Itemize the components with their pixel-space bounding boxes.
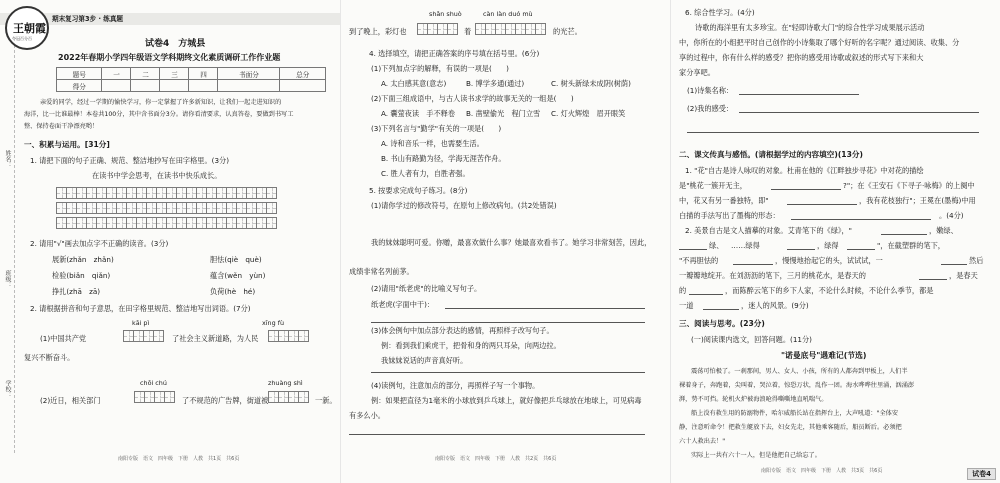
score-cell: 得分 xyxy=(57,80,102,92)
question-4-3: (3)下列名言与"勤学"有关的一项是( ) xyxy=(371,124,502,133)
pinyin-label: kāi pì xyxy=(132,319,150,327)
score-input[interactable] xyxy=(280,80,326,92)
option[interactable]: B. 博学多通(通过) xyxy=(466,79,525,88)
passage-line: 六十人救出去！" xyxy=(679,438,726,445)
passage-line: 裸着身子，奔跑着，尖叫着，哭泣着，惊恐万状，乱作一团。海水哗哗往里涌，汹涌澎 xyxy=(679,382,915,389)
word-grid[interactable] xyxy=(268,391,308,403)
page-column-3 xyxy=(670,0,1000,483)
answer-line[interactable] xyxy=(739,112,979,113)
word-grid[interactable] xyxy=(417,23,457,35)
word-grid[interactable] xyxy=(134,391,174,403)
section-tag: 期末复习第3步 · 练真题 xyxy=(52,15,124,23)
paragraph-line: ，是春天 xyxy=(949,271,978,280)
passage-title: "诺曼底号"遇难记(节选) xyxy=(781,351,867,360)
blank[interactable] xyxy=(703,309,739,310)
paper-badge: 试卷4 xyxy=(967,468,996,480)
paragraph-line: 诗歌的海洋里有太多珍宝。在"轻即诗歌大门"的综合性学习成果展示活动 xyxy=(695,23,925,32)
paragraph-line: "不再胆怯的 xyxy=(679,256,719,265)
section-heading-1: 一、积累与运用。[31分] xyxy=(24,140,110,149)
question-1: 1. 请把下面的句子正确、规范、整洁地抄写在田字格里。(3分) xyxy=(30,156,230,165)
pinyin-label: shǎn shuò xyxy=(429,10,462,18)
score-cell: 书面分 xyxy=(218,68,280,80)
passage-line: 实际上一共有六十一人，但是他把自己给忘了。 xyxy=(691,452,821,459)
blank[interactable] xyxy=(689,294,723,295)
paragraph-line: 1. "花"自古是诗人咏叹的对象。杜甫在他的《江畔独步寻花》中对花的描绘 xyxy=(685,166,924,175)
sentence-part: 复兴不断奋斗。 xyxy=(24,353,75,362)
side-label-class: 班级： xyxy=(4,270,11,288)
side-label-school: 学校： xyxy=(4,380,11,398)
copy-sentence: 在读书中学会思考，在读书中快乐成长。 xyxy=(92,171,222,180)
question-6: 6. 综合性学习。(4分) xyxy=(685,8,755,17)
score-input[interactable] xyxy=(131,80,160,92)
binding-line xyxy=(14,30,15,453)
paper-title: 2022年春期小学四年级语文学科期终文化素质调研工作作业题 xyxy=(58,53,281,62)
brand-logo-text: 王朝霞 xyxy=(13,22,46,35)
score-input[interactable] xyxy=(160,80,189,92)
paragraph-line: ，慢慢地抬起它的头，试试试，一 xyxy=(775,256,883,265)
passage-line: 湃，势不可挡。轮机火炉被海浪呛得嘶嘶地直吼喘气。 xyxy=(679,396,828,403)
subsection-heading: (一)阅读课内选文，回答问题。(11分) xyxy=(691,335,812,344)
answer-label: (2)我的感受： xyxy=(687,104,734,113)
paragraph-line: 家分享吧。 xyxy=(679,68,715,77)
answer-line[interactable] xyxy=(349,434,645,435)
example-sentence: 我妹妹说话的声音真好听。 xyxy=(381,356,468,365)
question-4-1: (1)下列加点字的解释，有误的一项是( ) xyxy=(371,64,509,73)
question-3: 2. 请根据拼音和句子意思，在田字格里规范、整洁地写出词语。(7分) xyxy=(30,304,251,313)
answer-line[interactable] xyxy=(687,132,979,133)
page-footer: 南阳专版 语文 四年级 下册 人教 共2页 共6页 xyxy=(435,456,557,462)
sentence-part: 一新。 xyxy=(315,396,337,405)
paragraph-line: 白描的手法写出了墨梅的形态： xyxy=(679,211,780,220)
sentence-part: 到了晚上，彩灯也 xyxy=(349,27,407,36)
pinyin-choice-5[interactable]: 挣扎(zhā zā) xyxy=(52,287,101,296)
option[interactable]: A. 诗和音乐一样，也需要生活。 xyxy=(381,139,484,148)
sentence-part: (1)中国共产党 xyxy=(40,334,87,343)
paragraph-line: ，我有花枝独行"；王冕在(墨梅)中用 xyxy=(859,196,976,205)
paragraph-line: ?"；在《王安石《下寻子·咏梅》的上阕中 xyxy=(843,181,975,190)
paragraph-line: 一道 xyxy=(679,301,694,310)
sentence-to-fix[interactable]: 我的妹妹聪明可爱。你赠，最喜欢做什么事？她最喜欢看书了。她学习非常刻苦，因此， xyxy=(371,238,652,247)
sentence-part: 着 xyxy=(464,27,472,36)
question-4-2: (2)下面三组成语中，与古人读书求学的故事无关的一组是( ) xyxy=(371,94,574,103)
sentence-to-fix-2[interactable]: 成绩非常名列前茅。 xyxy=(349,267,414,276)
paragraph-line: ，而陈醉云笔下的乡下人家，不论什么时候，不论什么季节，都是 xyxy=(725,286,934,295)
page-column-1 xyxy=(0,0,340,483)
pinyin-choice-2[interactable]: 胆怯(qiè què) xyxy=(210,255,262,264)
passage-line: 船上没有救生用的防溺物件，哈尔威船长站在指挥台上，大声吼道："全体安 xyxy=(691,410,899,417)
option[interactable]: B. 书山有路勤为径，学海无涯苦作舟。 xyxy=(381,154,506,163)
pinyin-choice-4[interactable]: 蕴含(wěn yùn) xyxy=(210,271,266,280)
score-cell: 二 xyxy=(131,68,160,80)
score-table-row xyxy=(57,80,326,92)
paragraph-line: ，嫩绿、 xyxy=(929,226,958,235)
question-5: 5. 按要求完成句子练习。(8分) xyxy=(369,186,468,195)
option[interactable]: C. 灯火辉煌 眉开眼笑 xyxy=(551,109,626,118)
passage-line: 静，注意听命令！把救生艇放下去，妇女先走，其他乘客随后，船员断后。必须把 xyxy=(679,424,902,431)
score-cell: 题号 xyxy=(57,68,102,80)
word-grid[interactable] xyxy=(475,23,545,35)
blank[interactable] xyxy=(941,264,967,265)
pinyin-label: zhuàng shì xyxy=(268,379,303,387)
intro-line-1: 亲爱的同学，经过一学期的愉快学习，你一定掌握了许多新知识，让我们一起走进知识的 xyxy=(40,99,282,106)
paragraph-line: ，迷人的风景。(9分) xyxy=(741,301,809,310)
paragraph-line: 是"桃花一簇开无主， xyxy=(679,181,747,190)
tianzige-row-1[interactable] xyxy=(56,187,276,199)
intro-line-2: 海洋，比一比谁最棒！本卷共100分，其中含书面分3分。请你看清要求，认真答卷，要做到书写工 xyxy=(24,111,294,118)
question-5-3: (3)体会例句中加点部分表达的感情，再照样子改写句子。 xyxy=(371,326,554,335)
page-footer: 南阳专版 语文 四年级 下册 人教 共3页 共6页 xyxy=(761,468,883,474)
pinyin-choice-6[interactable]: 负荷(hè hé) xyxy=(210,287,256,296)
score-input[interactable] xyxy=(189,80,218,92)
score-cell: 一 xyxy=(102,68,131,80)
paragraph-line: 一瓣瓣地绽开。在刘沥沥的笔下，三月的桃花水，是春天的 xyxy=(679,271,866,280)
score-cell: 总分 xyxy=(280,68,326,80)
option[interactable]: B. 凿壁偷光 程门立雪 xyxy=(466,109,541,118)
paragraph-line: 绿、 xyxy=(709,241,724,250)
option[interactable]: C. 树头新绿未成阴(树荫) xyxy=(551,79,631,88)
answer-line[interactable] xyxy=(371,372,645,373)
paper-number: 试卷4 方城县 xyxy=(145,39,206,49)
page-footer: 南阳专版 语文 四年级 下册 人教 共1页 共6页 xyxy=(118,456,240,462)
option[interactable]: A. 太白感其意(意志) xyxy=(381,79,447,88)
pinyin-choice-1[interactable]: 展新(zhǎn zhǎn) xyxy=(52,255,114,264)
paragraph-line: 中，你所在的小组把平时自己创作的小诗集取了哪个好听的名字呢？通过阅读、收集、分 xyxy=(679,38,960,47)
blank[interactable] xyxy=(787,204,857,205)
question-4: 4. 选择填空，请把正确答案的序号填在括号里。(6分) xyxy=(369,49,540,58)
answer-label: (1)诗集名称： xyxy=(687,86,734,95)
blank[interactable] xyxy=(919,279,947,280)
blank[interactable] xyxy=(787,249,815,250)
score-cell: 四 xyxy=(189,68,218,80)
question-5-4: (4)读例句，注意加点的部分，再照样子写一个事物。 xyxy=(371,381,540,390)
option[interactable]: C. 胜人者有力，自胜者强。 xyxy=(381,169,470,178)
example-sentence: 有多么小。 xyxy=(349,411,385,420)
blank[interactable] xyxy=(847,249,875,250)
sentence-part: 了社会主义新道路，为人民 xyxy=(172,334,259,343)
sentence-part: (2)近日，相关部门 xyxy=(40,396,101,405)
pinyin-label: càn làn duó mù xyxy=(483,10,533,18)
tianzige-row-3[interactable] xyxy=(56,217,276,229)
sentence-part: 了不规范的广告牌，街道被 xyxy=(182,396,269,405)
paragraph-line: 中，花又有另一番独特，即" xyxy=(679,196,769,205)
section-heading-3: 三、阅读与思考。(23分) xyxy=(679,319,765,328)
paragraph-line: 享的过程中，你有什么样的感受？把你的感受用诗歌或叙述的形式写下来和大 xyxy=(679,53,924,62)
header-bar xyxy=(0,13,340,25)
score-cell: 三 xyxy=(160,68,189,80)
blank[interactable] xyxy=(679,249,707,250)
question-5-2: (2)请用"纸老虎"的比喻义写句子。 xyxy=(371,284,482,293)
answer-line[interactable] xyxy=(371,322,645,323)
page-column-2 xyxy=(340,0,670,483)
answer-line[interactable] xyxy=(739,94,859,95)
paragraph-line: 然后 xyxy=(969,256,984,265)
paragraph-line: ，绿得 xyxy=(817,241,839,250)
pinyin-label: xīng fù xyxy=(262,319,284,327)
blank[interactable] xyxy=(771,189,841,190)
brand-logo xyxy=(5,6,49,50)
score-input[interactable] xyxy=(102,80,131,92)
pinyin-choice-3[interactable]: 检验(biǎn qiǎn) xyxy=(52,271,111,280)
question-2: 2. 请用"√"画去加点字不正确的读音。(3分) xyxy=(30,239,169,248)
example-label: 纸老虎(字面中干)： xyxy=(371,300,435,309)
paragraph-line: "，在截塑群的笔下， xyxy=(877,241,945,250)
brand-logo-sub: 夺冠百分百 xyxy=(12,36,32,41)
score-table xyxy=(56,67,326,92)
passage-line: 震荡可怕极了。一刹那间，男人、女人、小孩，所有的人都奔到甲板上，人们半 xyxy=(691,368,908,375)
score-input[interactable] xyxy=(218,80,280,92)
blank[interactable] xyxy=(791,219,931,220)
paragraph-line: ……绿得 xyxy=(731,241,760,250)
example-sentence: 例：看到我们乘虎干，把骨和身的两只耳朵，向两边拉。 xyxy=(381,341,561,350)
blank[interactable] xyxy=(733,264,773,265)
tianzige-row-2[interactable] xyxy=(56,202,276,214)
intro-line-3: 整、保持卷面干净漂亮哟！ xyxy=(24,123,99,130)
example-sentence: 例：如果把直径为1毫米的小球放到乒乓球上，就好像把乒乓球放在地球上，可见病毒 xyxy=(371,396,642,405)
paragraph-line: 。(4分) xyxy=(939,211,964,220)
answer-line[interactable] xyxy=(445,308,645,309)
paragraph-line: 的 xyxy=(679,286,687,295)
score-table-head xyxy=(57,68,326,80)
question-5-1: (1)请你学过的修改符号，在原句上修改病句。(共2处错误) xyxy=(371,201,557,210)
word-grid[interactable] xyxy=(123,330,163,342)
blank[interactable] xyxy=(881,234,927,235)
section-heading-2: 二、课文传真与感悟。(请根据学过的内容填空)(13分) xyxy=(679,150,863,159)
word-grid[interactable] xyxy=(268,330,308,342)
side-label-name: 姓名： xyxy=(4,150,11,168)
option[interactable]: A. 囊萤夜读 手不释卷 xyxy=(381,109,456,118)
sentence-part: 的光芒。 xyxy=(553,27,582,36)
pinyin-label: chōi chú xyxy=(140,379,167,387)
paragraph-line: 2. 美景自古是文人描摹的对象。艾青笔下的《绿》，" xyxy=(685,226,852,235)
